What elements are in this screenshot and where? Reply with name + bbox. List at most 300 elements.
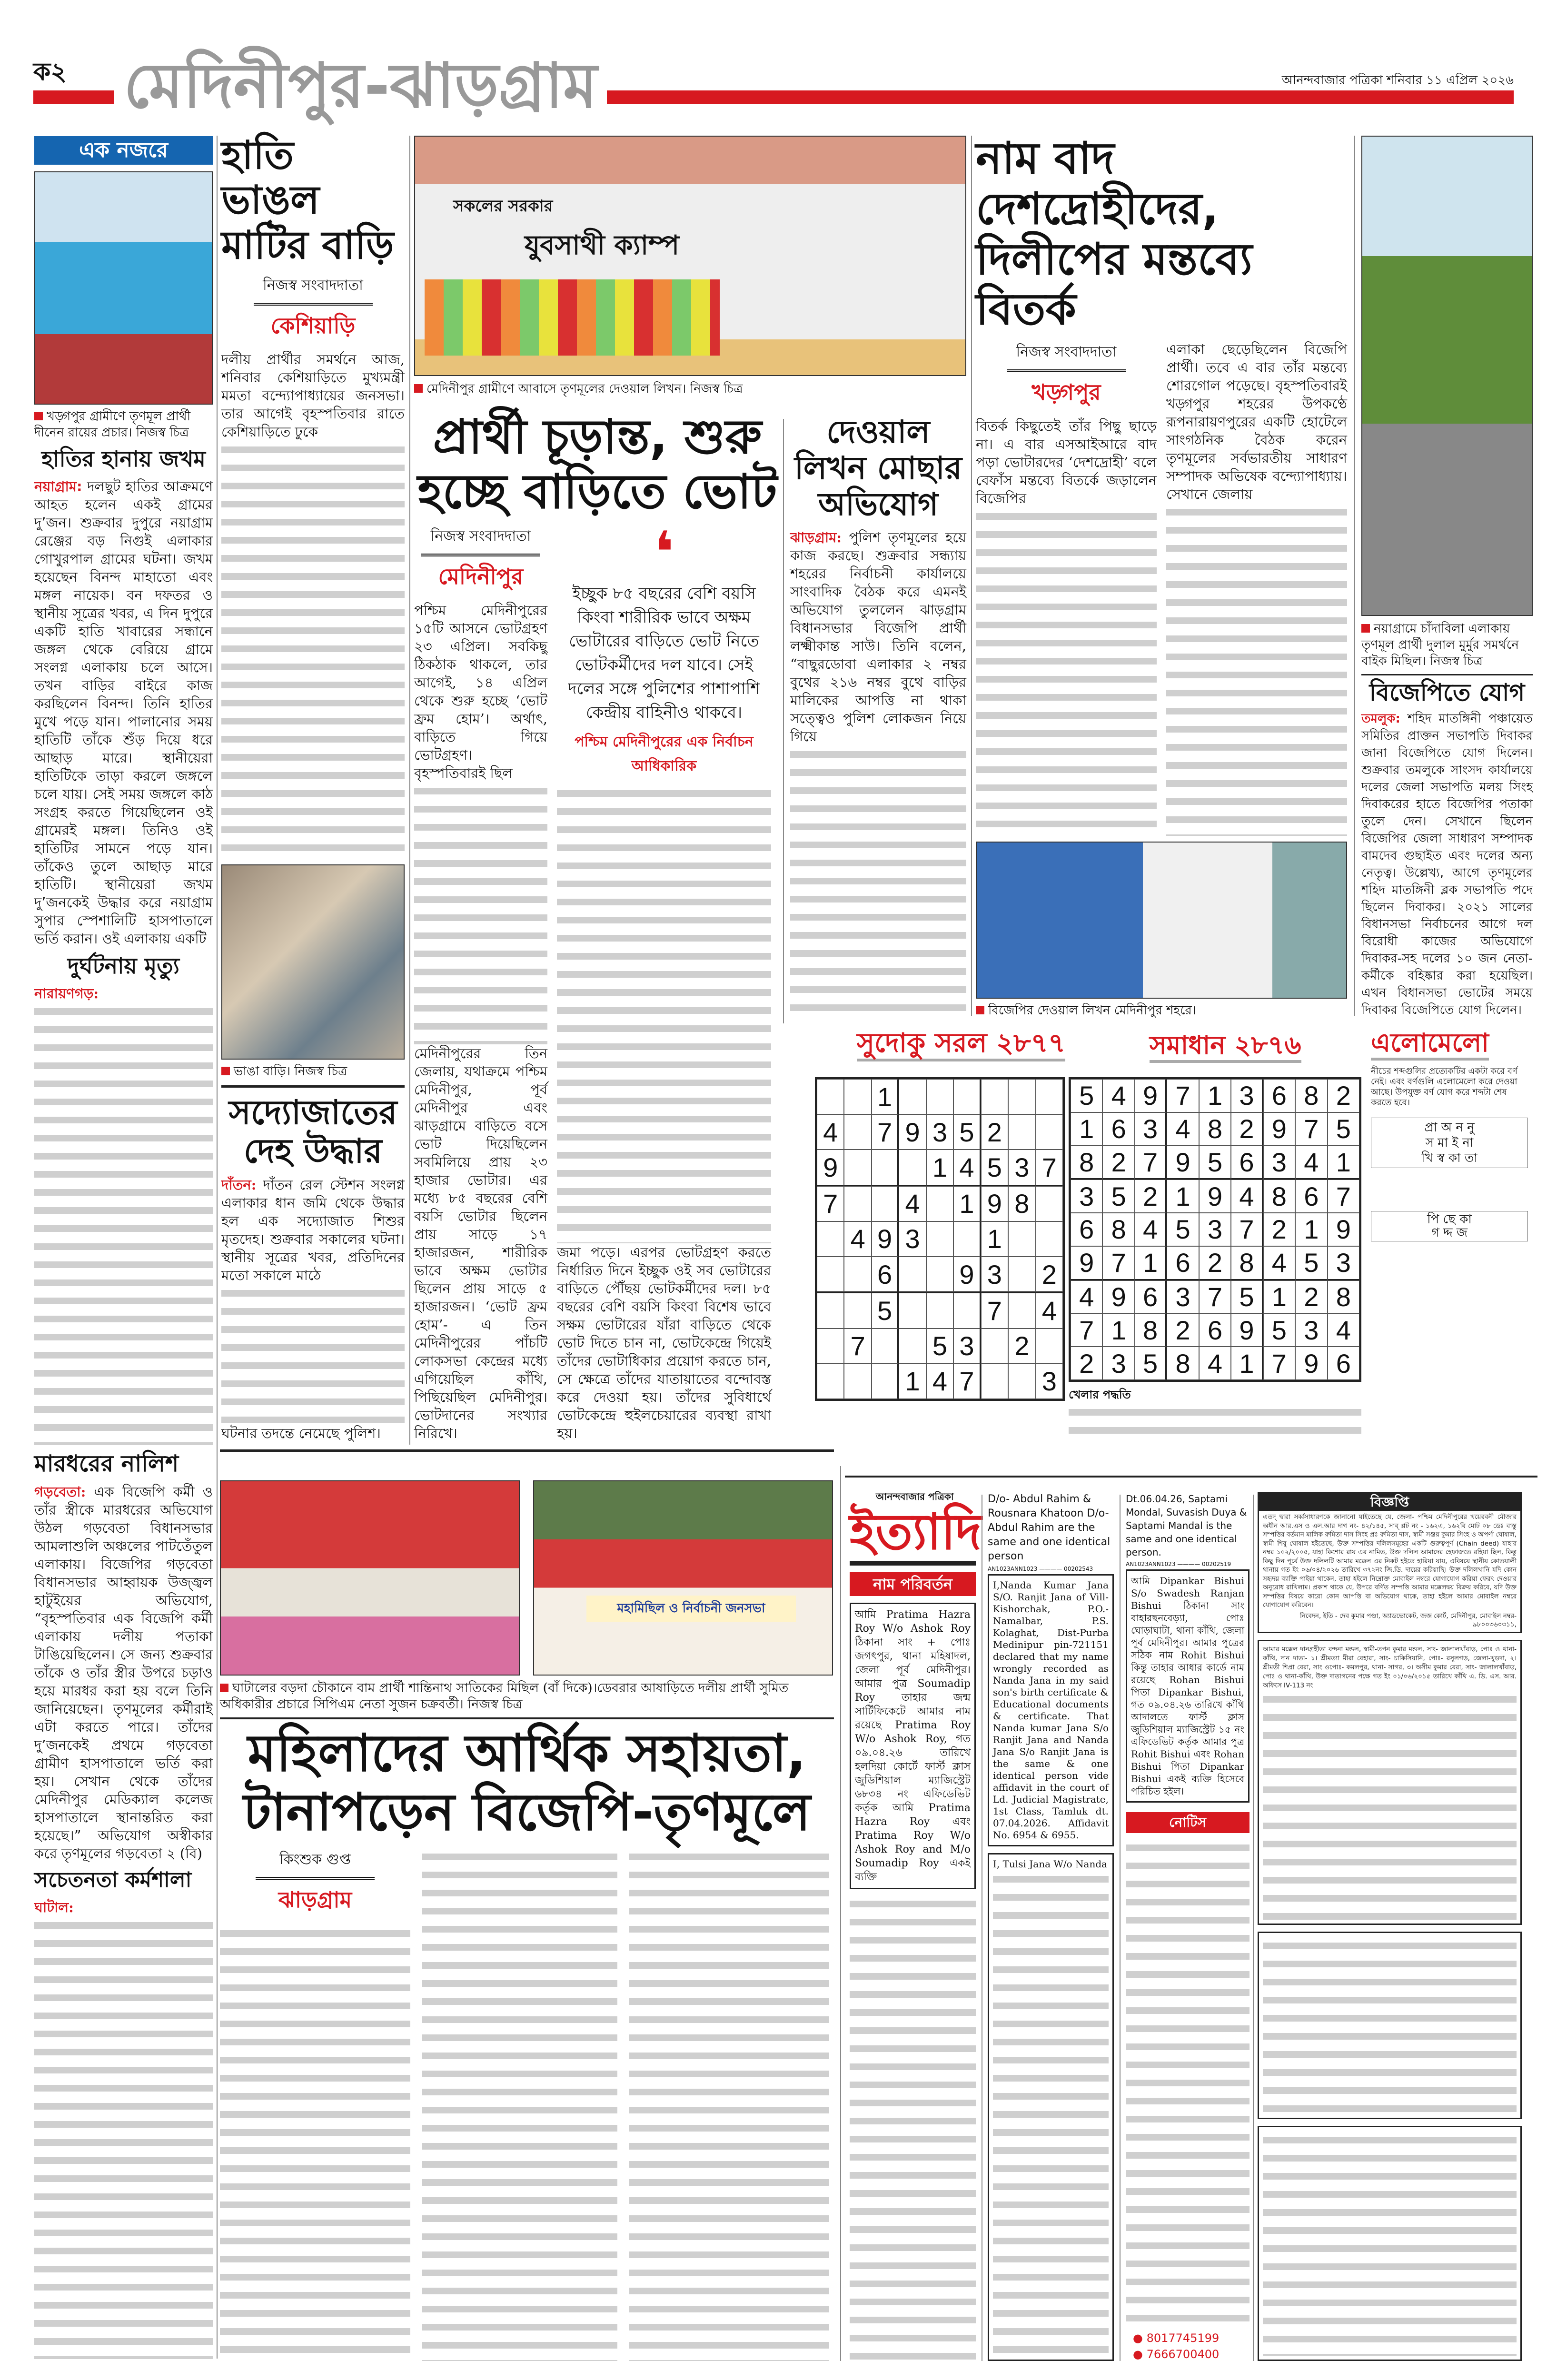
name-change-notice: আমি Pratima Hazra Roy W/o Ashok Roy ঠিকানা সাং + পোঃ জগৎপুর, থানা মহিষাদল, জেলা পূর্ব মেদিনীপুর। আমার পুত্র Soumadip Roy তাহার জন্ম সার্টিফিকেটে আমার নাম রয়েছে Pratima Roy W/o Ashok Roy, গত ০৯.০৪.২৬ তারিখে হলদিয়া কোর্টে ফার্স্ট ক্লাস জুডিশিয়াল ম্যাজিস্ট্রেট ৬৮৩৪ নং এফিডেভিট কর্তৃক আমি Pratima Hazra Roy এবং Pratima Roy W/o Ashok Roy and M/o Soumadip Roy একই ব্যক্তি bbox=[850, 1603, 976, 1889]
elephant-headline: হাতির হানায় জখম bbox=[41, 446, 206, 472]
left-rally-photo bbox=[220, 1480, 520, 1676]
announcement-signature: নিবেদন, ইতি - দেব কুমার পণ্ডা, অ্যাডভোকেট, জজ কোর্ট, মেদিনীপুর, মোবাইল নম্বর- ৯৮০০৩৬০৩১১, bbox=[1299, 1612, 1517, 1628]
sudoku-cell bbox=[981, 1329, 1008, 1364]
solution-cell: 5 bbox=[1071, 1079, 1102, 1112]
solution-cell: 6 bbox=[1071, 1213, 1102, 1246]
bjp-wall-caption bbox=[976, 1002, 1347, 1019]
sudoku-cell: 2 bbox=[981, 1114, 1008, 1150]
solution-cell: 4 bbox=[1295, 1146, 1327, 1180]
sudoku-cell bbox=[953, 1293, 981, 1328]
sudoku-cell: 3 bbox=[981, 1257, 1008, 1293]
sudoku-cell bbox=[1036, 1114, 1063, 1150]
notice-text: I, Tulsi Jana W/o Nanda bbox=[993, 1858, 1108, 1870]
sudoku-cell: 5 bbox=[926, 1329, 953, 1364]
divider bbox=[850, 1561, 976, 1566]
sudoku-cell: 7 bbox=[844, 1329, 871, 1364]
sudoku-cell bbox=[844, 1150, 871, 1186]
column-divider bbox=[1253, 1495, 1254, 2361]
solution-cell: 5 bbox=[1199, 1146, 1231, 1180]
deed-notice bbox=[1258, 1640, 1522, 1925]
main-story-col1 bbox=[414, 525, 547, 1442]
story-continued bbox=[1166, 503, 1347, 836]
dateline-place: ঝাড়গ্রাম: bbox=[790, 529, 842, 545]
section-divider bbox=[845, 1476, 1537, 1478]
quote-mark-icon: ❛ bbox=[654, 520, 674, 586]
solution-cell: 8 bbox=[1295, 1079, 1327, 1112]
sudoku-cell: 3 bbox=[899, 1221, 926, 1257]
dateline-place: নয়াগ্রাম: bbox=[34, 478, 82, 495]
sudoku-puzzle-grid bbox=[815, 1077, 1065, 1401]
wall-photo-caption bbox=[414, 381, 966, 397]
sudoku-cell bbox=[817, 1079, 844, 1114]
sudoku-title: সুদোকু সরল ২৮৭৭ bbox=[857, 1028, 1065, 1061]
bjp-join-headline: বিজেপিতে যোগ bbox=[1369, 678, 1525, 706]
name-delete-story bbox=[976, 133, 1347, 1019]
sudoku-cell bbox=[1008, 1114, 1035, 1150]
sudoku-cell: 4 bbox=[844, 1221, 871, 1257]
name-change-banner: নাম পরিবর্তন bbox=[850, 1572, 976, 1596]
solution-cell: 4 bbox=[1102, 1079, 1134, 1112]
story-continued bbox=[976, 507, 1157, 836]
notice-continued bbox=[1263, 1690, 1517, 1920]
column-divider bbox=[840, 1466, 841, 2361]
column-two bbox=[221, 133, 405, 1442]
notice-continued bbox=[993, 1870, 1109, 2356]
assault-headline: মারধরের নালিশ bbox=[34, 1450, 179, 1477]
notice-banner: নোটিস bbox=[1126, 1812, 1250, 1833]
women-aid-columns bbox=[220, 1848, 834, 2361]
solution-cell: 8 bbox=[1071, 1146, 1102, 1180]
sudoku-cell bbox=[1036, 1186, 1063, 1221]
byline: নিজস্ব সংবাদদাতা bbox=[421, 525, 540, 556]
story-end: ঘটনার তদন্তে নেমেছে পুলিশ। bbox=[221, 1425, 381, 1441]
solution-cell: 7 bbox=[1199, 1280, 1231, 1314]
section-title: মেদিনীপুর-ঝাড়গ্রাম bbox=[114, 45, 607, 126]
solution-cell: 2 bbox=[1199, 1246, 1231, 1280]
solution-cell: 6 bbox=[1328, 1347, 1359, 1380]
bike-rally-photo bbox=[1361, 136, 1533, 616]
sudoku-cell: 7 bbox=[1036, 1150, 1063, 1186]
announcement-box bbox=[1258, 1492, 1522, 1633]
dateline-place: ঘাটাল: bbox=[34, 1899, 74, 1915]
byline: নিজস্ব সংবাদদাতা bbox=[1007, 340, 1126, 372]
name-delete-col1 bbox=[976, 340, 1157, 836]
name-delete-headline: নাম বাদ দেশদ্রোহীদের, দিলীপের মন্তব্যে বিতর্ক bbox=[976, 133, 1252, 335]
notice-body bbox=[1126, 1839, 1250, 2326]
phone-text: 8017745199 bbox=[1146, 2331, 1220, 2345]
rally-photos bbox=[220, 1480, 834, 1676]
wall-writing-headline: দেওয়াল লিখন মোছার অভিযোগ bbox=[794, 414, 962, 523]
solution-cell: 6 bbox=[1263, 1079, 1295, 1112]
name-change-notice: আমি Dipankar Bishui S/o Swadesh Ranjan Bishui ঠিকানা সাং বাহারছনবেড়্যা, পোঃ ঘোড়াঘাটা, থানা কাঁথি, জেলা পূর্ব মেদিনীপুর। আমার পুত্রের সঠিক নাম Rohit Bishui কিন্তু তাহার আধার কার্ডে নাম রয়েছে Rohan Bishui পিতা Dipankar Bishui, গত ০৯.০৪.২৬ তারিখে কাঁথি আদালতে ফার্স্ট ক্লাস জুডিশিয়াল ম্যাজিস্ট্রেট ১৫ নং এফিডেভিট কর্তৃক আমার পুত্র Rohit Bishui এবং Rohan Bishui পিতা Dipankar Bishui একই ব্যক্তি হিসেবে পরিচিত হইল। bbox=[1126, 1569, 1250, 1803]
sudoku-cell bbox=[953, 1079, 981, 1114]
sudoku-cell bbox=[981, 1364, 1008, 1399]
notice-text: Dt.06.04.26, Saptami Mondal, Suvasish Duya & Saptami Mandal is the same and one identical person. bbox=[1126, 1493, 1247, 1558]
sudoku-cell: 4 bbox=[953, 1150, 981, 1186]
solution-cell: 7 bbox=[1071, 1313, 1102, 1347]
wall-text: যুবসাথী ক্যাম্প bbox=[525, 230, 679, 261]
solution-cell: 6 bbox=[1167, 1246, 1199, 1280]
rally-photo-caption bbox=[220, 1680, 834, 1713]
solution-cell: 2 bbox=[1167, 1313, 1199, 1347]
solution-cell: 5 bbox=[1135, 1347, 1167, 1380]
solution-cell: 8 bbox=[1135, 1313, 1167, 1347]
solution-cell: 2 bbox=[1328, 1079, 1359, 1112]
phone-text: 7666700400 bbox=[1146, 2348, 1220, 2361]
sudoku-cell: 5 bbox=[953, 1114, 981, 1150]
sudoku-cell bbox=[926, 1079, 953, 1114]
sudoku-cell bbox=[817, 1329, 844, 1364]
elomelo-title: এলোমেলো bbox=[1371, 1028, 1489, 1061]
sudoku-cell bbox=[872, 1364, 899, 1399]
story-text: বিতর্ক কিছুতেই তাঁর পিছু ছাড়ে না। এ বার এসআইআরে বাদ পড়া ভোটারদের ‘দেশদ্রোহী’ বলে বেফাঁস মন্তব্যে বিতর্কে জড়ালেন বিজেপির bbox=[976, 418, 1157, 507]
sudoku-cell bbox=[1008, 1364, 1035, 1399]
story-text: মেদিনীপুরের তিন জেলায়, যথাক্রমে পশ্চিম মেদিনীপুর, পূর্ব মেদিনীপুর এবং ঝাড়গ্রামে বাড়িতে বসে ভোট দিয়েছিলেন সবমিলিয়ে প্রায় ২৩ হাজার ভোটার। এর মধ্যে ৮৫ বছরের বেশি বয়সি ভোটার ছিলেন প্রায় সাড়ে ১৭ হাজারজন, শারীরিক ভাবে অক্ষম ভোটার ছিলেন প্রায় সাড়ে ৫ হাজারজন। ‘ভোট ফ্রম হোম’- এ তিন মেদিনীপুরের পাঁচটি লোকসভা কেন্দ্রের মধ্যে এগিয়েছিল কাঁথি, পিছিয়েছিল মেদিনীপুর। ভোটদানের সংখ্যার নিরিখে। bbox=[414, 1045, 547, 1441]
solution-cell: 1 bbox=[1295, 1213, 1327, 1246]
sudoku-cell: 1 bbox=[872, 1079, 899, 1114]
broken-house-photo bbox=[221, 864, 405, 1060]
caption-text: ঘাটালের বড়দা চৌকানে বাম প্রার্থী শান্তিনাথ সাতিকের মিছিল (বাঁ দিকে)।ডেবরার আষাড়িতে দলীয় প্রার্থী সুমিত অধিকারীর প্রচারে সিপিএম নেতা সুজন চক্রবর্তী। নিজস্ব চিত্র bbox=[220, 1681, 789, 1712]
sudoku-cell bbox=[817, 1221, 844, 1257]
sudoku-cell: 1 bbox=[926, 1150, 953, 1186]
accident-story bbox=[34, 1002, 213, 1445]
sudoku-cell bbox=[899, 1293, 926, 1328]
sudoku-cell bbox=[926, 1221, 953, 1257]
sudoku-cell: 2 bbox=[1008, 1329, 1035, 1364]
notice-text: আমার মক্কেল দানগ্রহীতা বন্দনা মন্ডল, স্বামী-তপন কুমার মন্ডল, সাং- জালালখাঁবাড়, পোঃ ও থানা-কাঁথি, দান দাতা- ১। শ্রীমত্যা মীরা বেহারা, সাং- চাকিসিয়ানি, পোঃ- রসুলগড়, জেলা-খুড়দা, ২। শ্রীমতী শিপ্রা বেরা, সাং ওপোঃ- কমলপুর, থানা- সাগর, ৩। অসীম কুমার বেরা, সাং- জালালখাঁবাড়, পোঃ ও থানা-কাঁথি, উক্ত দাতাগনের পক্ষে গত ইং ০১/০৬/২০১৫ তারিখে কাঁথি এ. ডি. এস. আর. অফিসে IV-113 নং bbox=[1263, 1645, 1517, 1689]
sudoku-cell: 1 bbox=[899, 1364, 926, 1399]
sudoku-cell bbox=[926, 1257, 953, 1293]
solution-cell: 1 bbox=[1231, 1347, 1263, 1380]
story-text: পুলিশ তৃণমূলের হয়ে কাজ করছে। শুক্রবার সন্ধ্যায় শহরের নির্বাচনী কার্যালয়ে সাংবাদিক বৈঠক করে এমনই অভিযোগ তুললেন ঝাড়গ্রাম বিধানসভার বিজেপি প্রার্থী লক্ষ্মীকান্ত সাউ। তিনি বলেন, “বাছুরডোবা এলাকার ২ নম্বর বুথের ২১৬ নম্বর বুথে বাড়ির মালিকের আপত্তি না থাকা সত্ত্বেও পুলিশ লোকজন নিয়ে গিয়ে bbox=[790, 529, 966, 744]
solution-cell: 7 bbox=[1135, 1146, 1167, 1180]
solution-cell: 8 bbox=[1263, 1180, 1295, 1213]
assault-story bbox=[34, 1483, 213, 1863]
solution-cell: 4 bbox=[1328, 1313, 1359, 1347]
sudoku-cell bbox=[1008, 1221, 1035, 1257]
women-aid-col1 bbox=[220, 1848, 410, 2361]
sudoku-cell: 9 bbox=[981, 1186, 1008, 1221]
solution-cell: 1 bbox=[1071, 1112, 1102, 1146]
newborn-story bbox=[221, 1176, 405, 1284]
announcement-title: বিজ্ঞপ্তি bbox=[1259, 1494, 1520, 1511]
sudoku-cell: 9 bbox=[899, 1114, 926, 1150]
sudoku-cell bbox=[844, 1114, 871, 1150]
sudoku-howto: খেলার পদ্ধতি bbox=[1069, 1388, 1131, 1401]
solution-cell: 1 bbox=[1167, 1180, 1199, 1213]
bjp-join-story bbox=[1361, 710, 1533, 1019]
caption-text: খড়্গপুর গ্রামীণে তৃণমূল প্রার্থী দীনেন রায়ের প্রচার। নিজস্ব চিত্র bbox=[34, 409, 191, 440]
solution-cell: 5 bbox=[1231, 1280, 1263, 1314]
column-divider bbox=[971, 136, 972, 1016]
story-continued bbox=[790, 745, 966, 1019]
sudoku-cell bbox=[899, 1079, 926, 1114]
sudoku-cell: 7 bbox=[953, 1364, 981, 1399]
divider bbox=[220, 1717, 834, 1719]
place: মেদিনীপুর bbox=[438, 564, 524, 589]
solution-cell: 3 bbox=[1328, 1246, 1359, 1280]
elomelo-grid-1 bbox=[1371, 1118, 1528, 1168]
house-damage-story bbox=[221, 350, 405, 441]
workshop-headline: সচেতনতা কর্মশালা bbox=[34, 1868, 192, 1893]
caption-text: বিজেপির দেওয়াল লিখন মেদিনীপুর শহরে। bbox=[988, 1003, 1197, 1018]
dateline: আনন্দবাজার পত্রিকা শনিবার ১১ এপ্রিল ২০২৬ bbox=[1281, 73, 1514, 88]
solution-cell: 2 bbox=[1135, 1180, 1167, 1213]
bottom-section bbox=[220, 1449, 834, 2361]
solution-cell: 8 bbox=[1328, 1280, 1359, 1314]
main-story bbox=[414, 409, 781, 1442]
solution-cell: 4 bbox=[1231, 1180, 1263, 1213]
sudoku-cell bbox=[844, 1293, 871, 1328]
column-divider bbox=[783, 419, 784, 1023]
itadi-col4 bbox=[1258, 1492, 1522, 2361]
solution-cell: 4 bbox=[1167, 1112, 1199, 1146]
main-story-col2 bbox=[557, 520, 771, 1442]
name-delete-columns bbox=[976, 340, 1347, 836]
ad-code: AN1023ANN1023 ———— 00202519 bbox=[1126, 1561, 1231, 1567]
solution-cell: 6 bbox=[1135, 1280, 1167, 1314]
solution-cell: 5 bbox=[1328, 1112, 1359, 1146]
sudoku-cell bbox=[844, 1257, 871, 1293]
story-text: দলীয় প্রার্থীর সমর্থনে আজ, শনিবার কেশিয়াড়িতে মুখ্যমন্ত্রী মমতা বন্দ্যোপাধ্যায়ের জনসভা। তার আগেই বৃহস্পতিবার রাতে কেশিয়াড়িতে ঢুকে bbox=[221, 351, 405, 440]
left-column bbox=[34, 136, 213, 2359]
workshop-dateline bbox=[34, 1898, 213, 1916]
solution-cell: 1 bbox=[1135, 1246, 1167, 1280]
sudoku-cell: 7 bbox=[981, 1293, 1008, 1328]
story-continued bbox=[414, 782, 547, 1044]
sudoku-cell: 4 bbox=[1036, 1293, 1063, 1328]
itadi-col3 bbox=[1126, 1492, 1250, 2361]
solution-cell: 3 bbox=[1135, 1112, 1167, 1146]
workshop-story bbox=[34, 1916, 213, 2359]
deed-notice bbox=[1258, 2126, 1522, 2361]
sudoku-cell: 3 bbox=[1008, 1150, 1035, 1186]
sudoku-cell bbox=[872, 1329, 899, 1364]
solution-cell: 9 bbox=[1071, 1246, 1102, 1280]
bike-rally-caption bbox=[1361, 621, 1533, 669]
caption-text: ভাঙা বাড়ি। নিজস্ব চিত্র bbox=[234, 1064, 347, 1079]
elomelo-row: স মা ই না bbox=[1425, 1136, 1474, 1150]
campaign-photo-caption bbox=[34, 408, 213, 441]
elomelo-row: খি স্ব কা তা bbox=[1421, 1151, 1478, 1166]
painted-figures bbox=[425, 279, 720, 356]
solution-cell: 9 bbox=[1295, 1347, 1327, 1380]
sudoku-cell bbox=[1008, 1293, 1035, 1328]
sudoku-cell bbox=[1036, 1329, 1063, 1364]
place: কেশিয়াড়ি bbox=[270, 312, 356, 338]
sudoku-cell bbox=[926, 1293, 953, 1328]
sudoku-cell bbox=[981, 1079, 1008, 1114]
sudoku-cell: 3 bbox=[953, 1329, 981, 1364]
column-divider bbox=[1120, 1495, 1121, 2361]
solution-cell: 8 bbox=[1167, 1347, 1199, 1380]
page-number: ক২ bbox=[33, 58, 67, 86]
announcement-text: এতদ্ দ্বারা সর্ব্বসাধারণকে জানানো যাইতেছে যে, জেলা- পশ্চিম মেদিনীপুরের খয়েরবনী মৌজার অধীন আর.এস ও এল.আর দাগ নং- ৪২/১৪৫, সাব্ প্লট নং - ১৬২এ, ১৬২বি মোট ০৮ ডেঃ বাস্তু সম্পত্তির বর্তমান মালিক রুমিতা দাস সিংহ প্রঃ রুমিতা দাস, স্বামী সঞ্জয় কুমার সিংহ ও অপর্ণা ঘোষাল, স্বামী শিবু ঘোষাল হইতেছে, উক্ত সম্পত্তির দলিলসমূহের একটি গুরুত্বপূর্ণ (Chain deed) যাহার নম্বর ১০২/২০০৫, যাহা কিশোর রায় এর নামিত, উক্ত দলিল আমাদের হেফাজতে রহিয়া ছিল, কিন্তু কিছু দিন পূর্বে উক্ত দলিলটি আমার মক্কেল এর নিকট হইতে হারিয়া যায়, এবিষয়ে স্থানীয় কোতয়ালী থানায় গত ইং ০৬/০৪/২০২৬ তারিখে ৩৭২নং জি.ডি. দায়ের করিয়াছি। উক্ত দলিলখানি যদি কোন সহৃদয় ব্যাক্তি পাইয়া থাকেন, তাহা হইলে নিম্নোক্ত মোবাইল নম্বরে যোগাযোগ করিয়া ফেরৎ দেওয়ার অনুরোধ রাখিলাম। প্রকাশ থাকে যে, উপরে বর্ণিত সম্পত্তি আমার মক্কেলদ্বয় বিক্রয় করিবে, যদি উক্ত সম্পত্তির বিষয়ে কারো কোন আপত্তি বা অভিযোগ থাকে, তাহা হইলে আমার মোবাইল নম্বরে যোগাযোগ করিবেন। bbox=[1263, 1513, 1517, 1609]
sudoku-cell bbox=[872, 1150, 899, 1186]
accident-dateline bbox=[34, 984, 213, 1002]
newborn-headline: সদ্যোজাতের দেহ উদ্ধার bbox=[228, 1093, 397, 1170]
phone-number: ● 8017745199 bbox=[1133, 2331, 1220, 2345]
solution-cell: 3 bbox=[1167, 1280, 1199, 1314]
solution-cell: 3 bbox=[1071, 1180, 1102, 1213]
sudoku-cell bbox=[817, 1293, 844, 1328]
elomelo-row: গ দ্দ জ bbox=[1431, 1226, 1468, 1240]
itadi-col2 bbox=[988, 1492, 1114, 2361]
sudoku-cell bbox=[1036, 1221, 1063, 1257]
notice-lines bbox=[1263, 1937, 1517, 2114]
story-continued bbox=[557, 784, 771, 1243]
dateline-place: নারায়ণগড়: bbox=[34, 985, 99, 1002]
sudoku-cell: 7 bbox=[817, 1186, 844, 1221]
sudoku-cell bbox=[844, 1079, 871, 1114]
section-divider bbox=[220, 1449, 834, 1452]
broken-house-caption bbox=[221, 1063, 405, 1080]
solution-cell: 8 bbox=[1231, 1246, 1263, 1280]
itadi-col1 bbox=[850, 1490, 982, 2361]
caption-text: মেদিনীপুর গ্রামীণে আবাসে তৃণমূলের দেওয়াল লিখন। নিজস্ব চিত্র bbox=[426, 382, 743, 396]
sudoku-cell bbox=[1008, 1079, 1035, 1114]
solution-cell: 2 bbox=[1231, 1112, 1263, 1146]
solution-cell: 7 bbox=[1263, 1347, 1295, 1380]
solution-cell: 4 bbox=[1199, 1347, 1231, 1380]
sudoku-cell bbox=[899, 1329, 926, 1364]
sudoku-cell: 9 bbox=[872, 1221, 899, 1257]
solution-cell: 5 bbox=[1102, 1180, 1134, 1213]
place: খড়্গপুর bbox=[1031, 379, 1101, 406]
solution-cell: 6 bbox=[1199, 1313, 1231, 1347]
dateline-place: দাঁতন: bbox=[221, 1177, 257, 1193]
story-text: পশ্চিম মেদিনীপুরের ১৫টি আসনে ভোটগ্রহণ ২৩ এপ্রিল। সবকিছু ঠিকঠাক থাকলে, তার আগেই, ১৪ এপ্রিল থেকে শুরু হচ্ছে ‘ভোট ফ্রম হোম’। অর্থাৎ, বাড়িতে গিয়ে ভোটগ্রহণ। বৃহস্পতিবারই ছিল bbox=[414, 602, 547, 781]
solution-cell: 9 bbox=[1263, 1112, 1295, 1146]
solution-cell: 3 bbox=[1102, 1347, 1134, 1380]
wall-graffiti-photo bbox=[414, 136, 966, 376]
solution-cell: 5 bbox=[1167, 1213, 1199, 1246]
sudoku-cell: 9 bbox=[953, 1257, 981, 1293]
byline-block bbox=[220, 1848, 410, 1924]
story-text: দাঁতন রেল স্টেশন সংলগ্ন এলাকার ধান জমি থেকে উদ্ধার হল এক সদ্যোজাত শিশুর মৃতদেহ। শুক্রবার সকালের ঘটনা। স্থানীয় সূত্রের খবর, প্রতিদিনের মতো সকালে মাঠে bbox=[221, 1177, 405, 1284]
solution-cell: 7 bbox=[1295, 1112, 1327, 1146]
newborn-story-continued bbox=[221, 1284, 405, 1424]
sudoku-cell: 1 bbox=[953, 1186, 981, 1221]
solution-cell: 4 bbox=[1263, 1246, 1295, 1280]
women-aid-col3 bbox=[629, 1848, 829, 2361]
elomelo-instructions: নীচের শব্দগুলির প্রত্যেকটির একটা করে বর্ণ নেই। এবং বর্ণগুলি এলোমেলো করে দেওয়া আছে। উপযুক্ত বর্ণ যোগ করে শব্দটা শেষ করতে হবে। bbox=[1371, 1066, 1517, 1108]
solution-cell: 4 bbox=[1071, 1280, 1102, 1314]
solution-cell: 7 bbox=[1328, 1180, 1359, 1213]
sudoku-cell: 5 bbox=[981, 1150, 1008, 1186]
solution-cell: 3 bbox=[1263, 1146, 1295, 1180]
sudoku-cell: 3 bbox=[926, 1114, 953, 1150]
solution-cell: 7 bbox=[1102, 1246, 1134, 1280]
right-rally-photo bbox=[533, 1480, 833, 1676]
sudoku-cell bbox=[844, 1364, 871, 1399]
solution-cell: 1 bbox=[1328, 1146, 1359, 1180]
sudoku-cell: 4 bbox=[899, 1186, 926, 1221]
solution-cell: 5 bbox=[1295, 1246, 1327, 1280]
solution-cell: 2 bbox=[1263, 1213, 1295, 1246]
sudoku-cell bbox=[899, 1257, 926, 1293]
solution-cell: 9 bbox=[1102, 1280, 1134, 1314]
solution-cell: 3 bbox=[1199, 1213, 1231, 1246]
story-text: এক বিজেপি কর্মী ও তাঁর স্ত্রীকে মারধরের অভিযোগ উঠল গড়বেতা বিধানসভার আমলাশুলি অঞ্চলের পাটতেঁতুল এলাকায়। বিজেপির গড়বেতা বিধানসভার আহ্বায়ক উজ্জ্বল হাটুইয়ের অভিযোগ, “বৃহস্পতিবার এক বিজেপি কর্মী এলাকায় দলীয় পতাকা টাঙিয়েছিলেন। সে জন্য শুক্রবার তাঁকে ও তাঁর স্ত্রীর উপরে চড়াও হয়ে মারধর করা হয় বলে তিনি জানিয়েছেন। তৃণমূলের কর্মীরাই এটা করতে পারে। তাঁদের দু’জনকেই প্রথমে গড়বেতা গ্রামীণ হাসপাতালে ভর্তি করা হয়। সেখান থেকে তাঁদের মেদিনীপুর মেডিক্যাল কলেজ হাসপাতালে স্থানান্তরিত করা হয়েছে।” অভিযোগ অস্বীকার করে তৃণমূলের গড়বেতা ২ (বি) bbox=[34, 1484, 213, 1862]
name-change-notice bbox=[988, 1853, 1114, 2361]
story-text-lines bbox=[220, 1924, 410, 2361]
sudoku-cell bbox=[899, 1150, 926, 1186]
notice-text: D/o- Abdul Rahim & Rousnara Khatoon D/o- Abdul Rahim are the same and one identical person bbox=[988, 1493, 1111, 1562]
women-aid-headline: মহিলাদের আর্থিক সহায়তা, টানাপড়েন বিজেপি-তৃণমূলে bbox=[243, 1724, 811, 1843]
sudoku-cell bbox=[872, 1186, 899, 1221]
sudoku-cell: 3 bbox=[1036, 1364, 1063, 1399]
brand-label: আনন্দবাজার পত্রিকা bbox=[876, 1491, 954, 1502]
solution-cell: 9 bbox=[1231, 1313, 1263, 1347]
notice-continued bbox=[850, 1895, 976, 2361]
solution-cell: 3 bbox=[1231, 1079, 1263, 1112]
solution-cell: 6 bbox=[1231, 1146, 1263, 1180]
story-text: দলছুট হাতির আক্রমণে আহত হলেন একই গ্রামের দু’জন। শুক্রবার দুপুরে নয়াগ্রাম রেঞ্জের বড় নিগুই এলাকার গোখুরপাল গ্রামের ঘটনা। জখম হয়েছেন বিনন্দ মাহাতো এবং মঙ্গল নায়েক। বন দফতর ও স্থানীয় সূত্রের খবর, এ দিন দুপুরে একটি হাতি খাবারের সন্ধানে জঙ্গল থেকে বেরিয়ে গ্রামে সংলগ্ন এলাকায় চলে আসে। তখন বাড়ির বাইরে কাজ করছিলেন বিনন্দ। তিনি হাতির মুখে পড়ে যান। পালানোর সময় হাতিটি তাঁকে শুঁড় দিয়ে ধরে আছাড় মারে। স্থানীয়েরা হাতিটিকে তাড়া করলে জঙ্গলে চলে যায়। সেই সময় জঙ্গলে কাঠ সংগ্রহ করতে গিয়েছিলেন ওই গ্রামেরই মঙ্গল। তিনিও ওই হাতিটির সামনে পড়ে যান। তাঁকেও তুলে আছাড় মারে হাতিটি। স্থানীয়েরা জখম দু’জনকেই উদ্ধার করে নয়াগ্রাম সুপার স্পেশালিটি হাসপাতালে ভর্তি করান। ওই এলাকায় একটি bbox=[34, 478, 213, 947]
place: ঝাড়গ্রাম bbox=[278, 1887, 352, 1913]
house-damage-story-continued bbox=[221, 441, 405, 860]
right-column bbox=[1361, 136, 1533, 1019]
dateline-place: তমলুক: bbox=[1361, 712, 1400, 726]
bjp-wall-photo bbox=[976, 842, 1347, 999]
column-divider bbox=[409, 136, 410, 1445]
sudoku-cell bbox=[817, 1257, 844, 1293]
solution-cell: 9 bbox=[1167, 1146, 1199, 1180]
at-a-glance-banner: এক নজরে bbox=[34, 136, 213, 165]
caption-text: নয়াগ্রামে চাঁদাবিলা এলাকায় তৃণমূল প্রার্থী দুলাল মুর্মুর সমর্থনে বাইক মিছিল। নিজস্ব চিত্র bbox=[1361, 621, 1519, 668]
dateline-place: গড়বেতা: bbox=[34, 1484, 86, 1500]
accident-headline: দুর্ঘটনায় মৃত্যু bbox=[68, 952, 179, 979]
solution-cell: 5 bbox=[1263, 1313, 1295, 1347]
rally-banner-text: মহামিছিল ও নির্বাচনী জনসভা bbox=[586, 1596, 796, 1622]
byline-block bbox=[414, 525, 547, 601]
byline: কিংশুক গুপ্ত bbox=[256, 1848, 375, 1880]
byline-block bbox=[976, 340, 1157, 417]
solution-cell: 1 bbox=[1102, 1313, 1134, 1347]
sudoku-cell bbox=[817, 1364, 844, 1399]
elomelo-grid-2 bbox=[1371, 1211, 1528, 1241]
sudoku-howto-text bbox=[1069, 1403, 1361, 1439]
solution-cell: 6 bbox=[1295, 1180, 1327, 1213]
wall-writing-text bbox=[790, 528, 966, 745]
name-delete-col2 bbox=[1166, 340, 1347, 836]
solution-cell: 6 bbox=[1102, 1112, 1134, 1146]
women-aid-col2 bbox=[422, 1848, 617, 2361]
solution-cell: 8 bbox=[1102, 1213, 1134, 1246]
solution-cell: 3 bbox=[1295, 1313, 1327, 1347]
solution-cell: 8 bbox=[1199, 1112, 1231, 1146]
ad-code: AN1023ANN1023 ———— 00202543 bbox=[988, 1566, 1093, 1572]
sudoku-cell: 2 bbox=[1036, 1257, 1063, 1293]
solution-title: সমাধান ২৮৭৬ bbox=[1150, 1031, 1301, 1063]
solution-cell: 2 bbox=[1295, 1280, 1327, 1314]
sudoku-cell: 8 bbox=[1008, 1186, 1035, 1221]
sudoku-cell: 6 bbox=[872, 1257, 899, 1293]
story-text: শহিদ মাতঙ্গিনী পঞ্চায়েত সমিতির প্রাক্তন সভাপতি দিবাকর জানা বিজেপিতে যোগ দিলেন। শুক্রবার তমলুকে সাংসদ কার্যালয়ে দলের জেলা সভাপতি মলয় সিংহ দিবাকরের হাতে বিজেপির পতাকা তুলে দেন। সেখানে ছিলেন বিজেপির জেলা সাধারণ সম্পাদক বামদেব গুছাইত এবং দলের অন্য নেতৃত্ব। উল্লেখ্য, আগে তৃণমূলের শহিদ মাতঙ্গিনী ব্লক সভাপতি পদে ছিলেন দিবাকর। ২০২১ সালের বিধানসভা নির্বাচনের আগে দল বিরোধী কাজের অভিযোগে দিবাকর-সহ দলের ১০ জন নেতা-কর্মীকে বহিষ্কার করা হয়েছিল। এখন বিধানসভা ভোটের সময়ে দিবাকর বিজেপিতে যোগ দিলেন। bbox=[1361, 712, 1533, 1017]
sudoku-cell: 4 bbox=[817, 1114, 844, 1150]
byline: নিজস্ব সংবাদদাতা bbox=[254, 274, 373, 306]
notice-lines bbox=[1263, 2131, 1517, 2356]
main-headline: প্রার্থী চূড়ান্ত, শুরু হচ্ছে বাড়িতে ভোট bbox=[417, 409, 777, 519]
house-damage-headline: হাতি ভাঙল মাটির বাড়ি bbox=[221, 133, 394, 268]
solution-cell: 1 bbox=[1263, 1280, 1295, 1314]
story-text: এলাকা ছেড়েছিলেন বিজেপি প্রার্থী। তবে এ বার তাঁর মন্তব্যে শোরগোল পড়েছে। বৃহস্পতিবারই খড়্গপুর শহরের উপকণ্ঠে রূপনারায়ণপুরের একটি হোটেলে সাংগঠনিক বৈঠক করেন তৃণমূলের সর্বভারতীয় সাধারণ সম্পাদক অভিষেক বন্দ্যোপাধ্যায়। সেখানে জেলায় bbox=[1166, 341, 1347, 503]
solution-cell: 2 bbox=[1102, 1146, 1134, 1180]
divider bbox=[221, 1085, 405, 1088]
pull-quote-source: পশ্চিম মেদিনীপুরের এক নির্বাচন আধিকারিক bbox=[575, 734, 754, 774]
solution-cell: 1 bbox=[1199, 1079, 1231, 1112]
wall-text: সকলের সরকার bbox=[453, 197, 553, 216]
